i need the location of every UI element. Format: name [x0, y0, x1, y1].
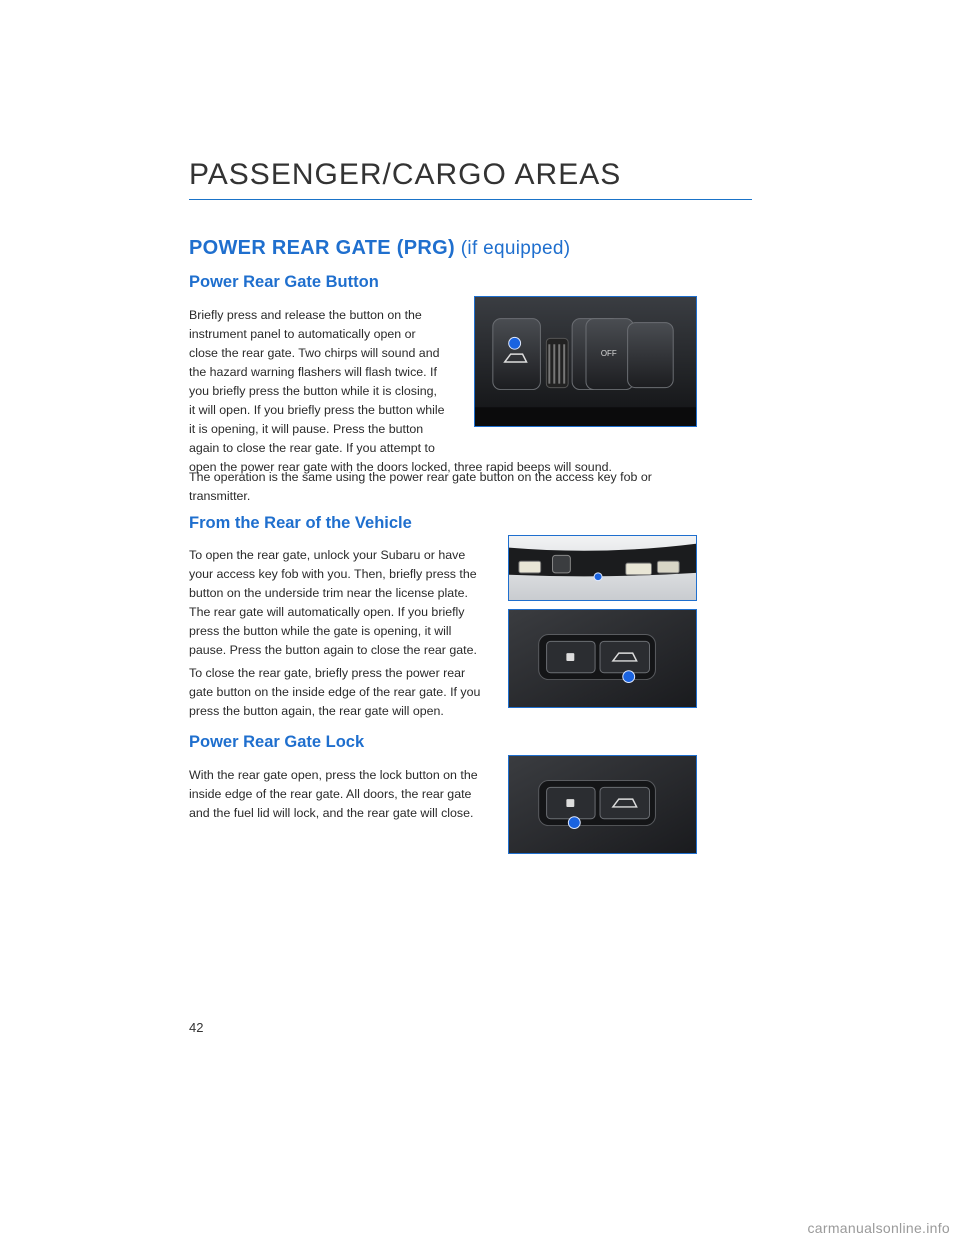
- text-line: open the power rear gate with the doors locked, three rapid beeps will sound.: [189, 460, 612, 474]
- paragraph-gate-lock: [189, 766, 478, 823]
- instrument-panel-photo: [474, 296, 697, 427]
- text-line: the hazard warning flashers will flash twice. If: [189, 365, 437, 379]
- text-line: it is opening, it will pause. Press the button: [189, 422, 424, 436]
- text-line: To close the rear gate, briefly press the power rear: [189, 666, 466, 680]
- text-line: again to close the rear gate. If you attempt to: [189, 441, 435, 455]
- subheading-gate-button: Power Rear Gate Button: [189, 273, 379, 291]
- rear-gate-buttons-photo: [508, 609, 697, 708]
- paragraph-key-fob: [189, 468, 652, 506]
- text-line: Briefly press and release the button on the: [189, 308, 422, 322]
- rear-trim-photo: [508, 535, 697, 601]
- paragraph-rear-open: [189, 546, 477, 660]
- page-number: 42: [189, 1020, 204, 1035]
- watermark: carmanualsonline.info: [807, 1220, 950, 1236]
- text-line: and the fuel lid will lock, and the rear gate will close.: [189, 806, 474, 820]
- header-rule: [189, 199, 752, 200]
- page-header: PASSENGER/CARGO AREAS: [189, 158, 622, 191]
- lock-button-photo: [508, 755, 697, 854]
- text-line: your access key fob with you. Then, briefly press the: [189, 567, 477, 581]
- text-line: press the button again, the rear gate will open.: [189, 704, 444, 718]
- text-line: it will open. If you briefly press the button while: [189, 403, 445, 417]
- text-line: instrument panel to automatically open or: [189, 327, 416, 341]
- text-line: pause. Press the button again to close the rear gate.: [189, 643, 477, 657]
- text-line: To open the rear gate, unlock your Subaru or have: [189, 548, 466, 562]
- text-line: The rear gate will automatically open. If you briefly: [189, 605, 465, 619]
- text-line: you briefly press the button while it is closing,: [189, 384, 437, 398]
- text-line: gate button on the inside edge of the rear gate. If you: [189, 685, 481, 699]
- text-line: With the rear gate open, press the lock button on the: [189, 768, 478, 782]
- text-line: transmitter.: [189, 489, 251, 503]
- section-title: [189, 237, 570, 260]
- off-label: OFF: [600, 349, 617, 359]
- subheading-rear-vehicle: From the Rear of the Vehicle: [189, 514, 412, 532]
- section-title-suffix: (if equipped): [460, 238, 571, 259]
- section-title-text: POWER REAR GATE (PRG): [189, 237, 455, 259]
- text-line: inside edge of the rear gate. All doors, the rear gate: [189, 787, 472, 801]
- paragraph-rear-close: [189, 664, 480, 721]
- subheading-gate-lock: Power Rear Gate Lock: [189, 733, 365, 751]
- text-line: The operation is the same using the power rear gate button on the access key fob or: [189, 470, 652, 484]
- text-line: close the rear gate. Two chirps will sound and: [189, 346, 440, 360]
- text-line: press the button while the gate is opening, it will: [189, 624, 452, 638]
- text-line: button on the underside trim near the license plate.: [189, 586, 468, 600]
